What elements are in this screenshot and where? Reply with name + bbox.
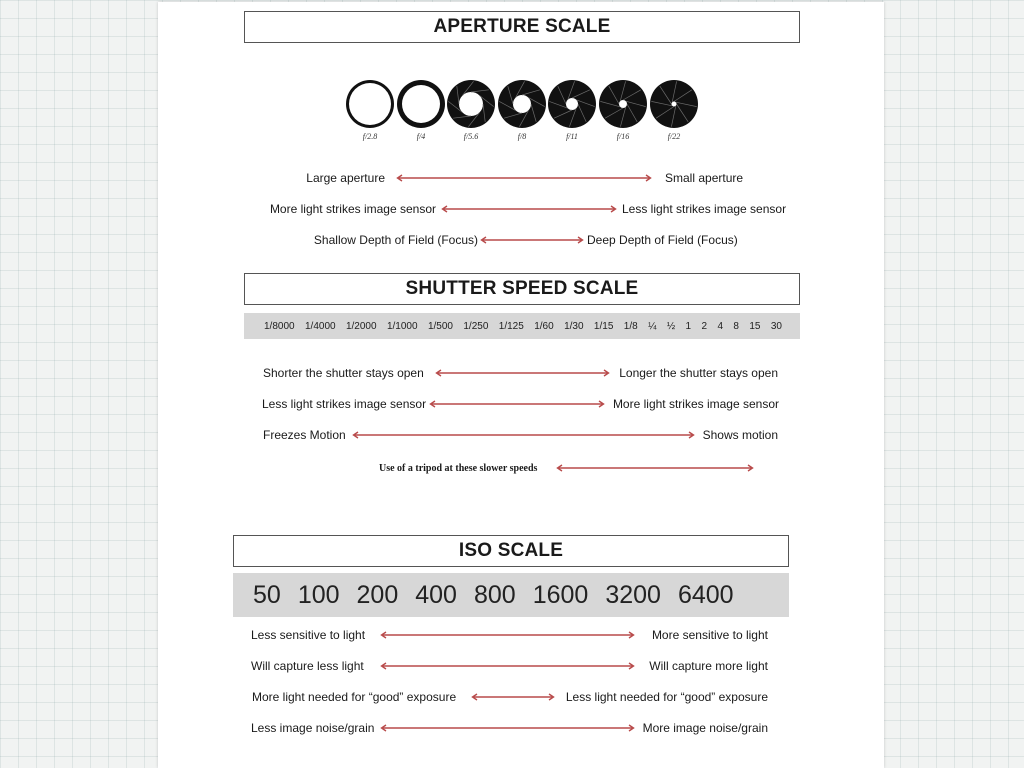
shutter-speed-value: 1/8 xyxy=(623,320,638,332)
shutter-speed-bar xyxy=(244,313,800,339)
aperture-stop-label: f/16 xyxy=(616,132,630,141)
iso-scale-title: ISO SCALE xyxy=(233,535,789,567)
aperture-stop xyxy=(496,78,548,144)
aperture-stop xyxy=(648,78,700,144)
aperture-row-left-label: Large aperture xyxy=(306,171,385,185)
iso-value: 3200 xyxy=(605,580,661,609)
double-arrow-icon xyxy=(380,662,635,670)
double-arrow-icon xyxy=(480,236,584,244)
shutter-row-left-label: Freezes Motion xyxy=(263,428,346,442)
iso-value-bar xyxy=(233,573,789,617)
aperture-row-left-label: Shallow Depth of Field (Focus) xyxy=(313,233,478,247)
aperture-row-left-label: More light strikes image sensor xyxy=(269,202,436,216)
shutter-speed-value: 1/1000 xyxy=(386,320,418,332)
aperture-stop-label: f/22 xyxy=(667,132,681,141)
shutter-speed-value: 1/125 xyxy=(498,320,524,332)
shutter-speed-value: 1/500 xyxy=(427,320,453,332)
iso-row-right-label: More image noise/grain xyxy=(642,721,768,735)
shutter-speed-value: 1/2000 xyxy=(345,320,377,332)
shutter-speed-value: 1/60 xyxy=(534,320,554,332)
shutter-speed-value: 1/8000 xyxy=(264,320,295,332)
double-arrow-icon xyxy=(471,693,555,701)
double-arrow-icon xyxy=(380,724,635,732)
aperture-scale-title: APERTURE SCALE xyxy=(244,11,800,43)
double-arrow-icon xyxy=(352,431,695,439)
aperture-blade-icon xyxy=(546,78,598,130)
iso-value: 1600 xyxy=(532,580,589,609)
shutter-speed-value: 1/250 xyxy=(463,320,489,332)
shutter-speed-scale-title: SHUTTER SPEED SCALE xyxy=(244,273,800,305)
double-arrow-icon xyxy=(429,400,605,408)
iso-value: 400 xyxy=(415,580,457,609)
aperture-blade-row xyxy=(344,78,700,144)
aperture-row-right-label: Less light strikes image sensor xyxy=(622,202,787,216)
aperture-stop xyxy=(597,78,649,144)
aperture-blade-icon xyxy=(344,78,396,130)
iso-value: 200 xyxy=(356,580,399,609)
iso-value: 6400 xyxy=(677,580,734,609)
double-arrow-icon xyxy=(435,369,610,377)
shutter-row-left-label: Shorter the shutter stays open xyxy=(263,366,424,380)
exposure-cheat-sheet xyxy=(158,2,884,768)
shutter-speed-value: 8 xyxy=(733,320,739,332)
shutter-row-left-label: Less light strikes image sensor xyxy=(262,397,427,411)
aperture-stop xyxy=(445,78,497,144)
tripod-note: Use of a tripod at these slower speeds xyxy=(379,463,538,474)
iso-row-left-label: Will capture less light xyxy=(251,659,364,673)
shutter-speed-value: 1/30 xyxy=(564,320,584,332)
shutter-speed-value: ½ xyxy=(666,320,676,332)
iso-value: 100 xyxy=(297,580,340,609)
aperture-row-right-label: Small aperture xyxy=(665,171,744,185)
shutter-speed-value: 1/15 xyxy=(593,320,614,332)
aperture-stop-label: f/5.6 xyxy=(463,132,479,141)
shutter-speed-value: 15 xyxy=(749,320,761,332)
aperture-stop-label: f/2.8 xyxy=(362,132,378,141)
aperture-stop xyxy=(546,78,598,144)
shutter-speed-value: 4 xyxy=(717,320,724,332)
shutter-row-right-label: Longer the shutter stays open xyxy=(619,366,778,380)
aperture-stop-label: f/4 xyxy=(416,132,426,141)
shutter-row-right-label: Shows motion xyxy=(702,428,778,442)
double-arrow-icon xyxy=(380,631,635,639)
aperture-stop xyxy=(395,78,447,144)
double-arrow-icon xyxy=(441,205,617,213)
iso-row-left-label: Less sensitive to light xyxy=(251,628,366,642)
iso-row-left-label: More light needed for “good” exposure xyxy=(252,690,457,704)
double-arrow-icon xyxy=(556,464,754,472)
aperture-row-right-label: Deep Depth of Field (Focus) xyxy=(587,233,738,247)
iso-value: 50 xyxy=(253,580,281,609)
shutter-speed-value: 2 xyxy=(701,320,708,332)
shutter-speed-value: 30 xyxy=(770,320,782,332)
iso-row-right-label: More sensitive to light xyxy=(651,628,768,642)
iso-row-right-label: Less light needed for “good” exposure xyxy=(565,690,768,704)
aperture-stop xyxy=(344,78,396,144)
double-arrow-icon xyxy=(396,174,652,182)
shutter-speed-value: 1/4000 xyxy=(304,320,336,332)
shutter-speed-value: 1 xyxy=(685,320,692,332)
shutter-row-right-label: More light strikes image sensor xyxy=(612,397,779,411)
aperture-blade-icon xyxy=(496,78,548,130)
aperture-blade-icon xyxy=(395,78,447,130)
iso-value: 800 xyxy=(473,580,516,609)
iso-row-right-label: Will capture more light xyxy=(649,659,768,673)
aperture-stop-label: f/8 xyxy=(517,132,527,141)
aperture-stop-label: f/11 xyxy=(566,132,578,141)
iso-row-left-label: Less image noise/grain xyxy=(251,721,375,735)
shutter-speed-value: ¼ xyxy=(648,320,657,332)
aperture-blade-icon xyxy=(597,78,649,130)
aperture-blade-icon xyxy=(648,78,700,130)
aperture-blade-icon xyxy=(445,78,497,130)
